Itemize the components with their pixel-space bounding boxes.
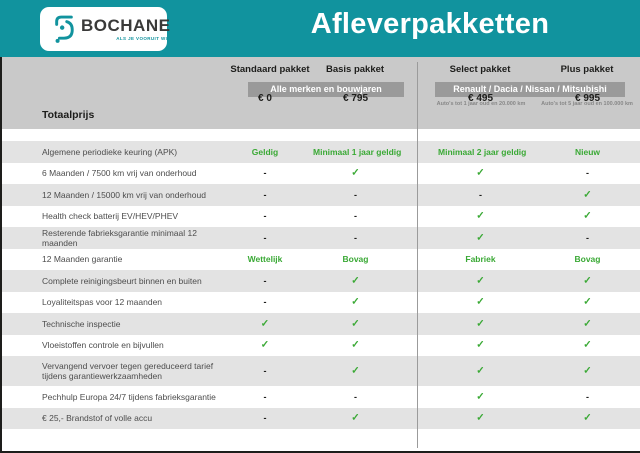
logo-text [81,17,170,41]
table-row [0,141,640,163]
dash-mark: - [263,275,267,286]
check-icon: ✓ [476,167,485,179]
bochane-logo-icon [53,14,75,44]
table-row [0,270,640,292]
check-icon: ✓ [583,339,592,351]
group-badge-brands: Renault / Dacia / Nissan / Mitsubishi [435,82,625,97]
total-price-select: € 495 [467,93,494,104]
row-label: Health check batterij EV/HEV/PHEV [42,211,179,222]
dash-mark: - [586,391,589,402]
check-icon: ✓ [583,210,592,222]
column-header-select: Select pakket [449,64,511,75]
dash-mark: - [479,189,482,200]
brand-tagline: ALS JE VOORUIT WIL [116,36,171,41]
column-header-standaard: Standaard pakket [230,64,310,75]
brand-name: BOCHANE [81,16,171,35]
dash-mark: - [354,189,357,200]
dash-mark: - [354,211,357,222]
total-price-plus: € 995 [574,93,601,104]
check-icon: ✓ [351,275,360,287]
cell-text: Bovag [574,254,601,265]
dash-mark: - [263,413,267,424]
dash-mark: - [263,211,267,222]
row-label: 12 Maanden garantie [42,254,123,265]
total-price-standaard: € 0 [258,93,272,104]
cell-text: Wettelijk [247,254,283,265]
row-label: Vervangend vervoer tegen gereduceerd tarief tijdens garantiewerkzaamheden [42,360,214,381]
check-icon: ✓ [476,365,485,377]
row-label: Technische inspectie [42,318,121,329]
cell-text: Fabriek [465,254,496,265]
dash-mark: - [263,168,267,179]
row-label: Loyaliteitspas voor 12 maanden [42,297,163,308]
total-price-basis: € 795 [342,93,369,104]
table-row [0,249,640,271]
check-icon: ✓ [476,391,485,403]
table-rows [0,141,640,429]
dash-mark: - [354,232,357,243]
cell-text: Minimaal 1 jaar geldig [313,146,402,157]
check-icon: ✓ [476,210,485,222]
column-header-basis: Basis pakket [325,64,385,75]
row-label: € 25,- Brandstof of volle accu [42,413,153,424]
check-icon: ✓ [476,412,485,424]
cell-text: Nieuw [574,146,601,157]
check-icon: ✓ [260,339,270,351]
comparison-table [0,57,640,453]
top-header-bar [0,0,640,57]
dash-mark: - [263,232,267,243]
dash-mark: - [354,391,357,402]
page-title: Afleverpakketten [310,8,550,40]
check-icon: ✓ [583,275,592,287]
table-row [0,227,640,249]
bochane-logo [40,7,171,51]
check-icon: ✓ [476,296,485,308]
cell-text: Bovag [342,254,369,265]
table-row [0,206,640,228]
check-icon: ✓ [351,167,360,179]
check-icon: ✓ [260,318,270,330]
check-icon: ✓ [583,189,592,201]
dash-mark: - [263,189,267,200]
cell-text: Geldig [251,146,279,157]
cell-text: Minimaal 2 jaar geldig [438,146,527,157]
column-header-plus: Plus pakket [560,64,614,75]
table-header-zone [0,57,640,129]
column-group-divider [417,62,418,448]
table-row [0,292,640,314]
row-label: Complete reinigingsbeurt binnen en buiten [42,275,202,286]
dash-mark: - [263,391,267,402]
group-badge-all-brands: Alle merken en bouwjaren [248,82,404,97]
row-label: Vloeistoffen controle en bijvullen [42,340,164,351]
table-row [0,313,640,335]
table-row [0,163,640,185]
plus-age-note: Auto's tot 5 jaar oud en 100.000 km [541,101,633,107]
dash-mark: - [263,366,267,376]
table-row [0,335,640,357]
check-icon: ✓ [476,275,485,287]
check-icon: ✓ [351,365,360,377]
check-icon: ✓ [351,339,360,351]
dash-mark: - [586,168,589,179]
check-icon: ✓ [351,412,360,424]
total-price-label: Totaalprijs [42,109,95,121]
dash-mark: - [586,232,589,243]
check-icon: ✓ [351,296,360,308]
page-left-edge [0,57,2,453]
check-icon: ✓ [583,318,592,330]
check-icon: ✓ [351,318,360,330]
check-icon: ✓ [583,365,592,377]
row-label: 6 Maanden / 7500 km vrij van onderhoud [42,168,197,179]
row-label: Pechhulp Europa 24/7 tijdens fabrieksgarantie [42,391,216,402]
table-row [0,356,640,386]
row-label: 12 Maanden / 15000 km vrij van onderhoud [42,189,206,200]
table-row [0,408,640,430]
check-icon: ✓ [476,318,485,330]
row-label: Algemene periodieke keuring (APK) [42,146,178,157]
select-age-note: Auto's tot 1 jaar oud en 20.000 km [436,101,526,107]
check-icon: ✓ [476,339,485,351]
check-icon: ✓ [476,232,485,244]
check-icon: ✓ [583,296,592,308]
table-row [0,184,640,206]
table-row [0,386,640,408]
dash-mark: - [263,297,267,308]
check-icon: ✓ [583,412,592,424]
row-label: Resterende fabrieksgarantie minimaal 12 maanden [42,227,197,248]
